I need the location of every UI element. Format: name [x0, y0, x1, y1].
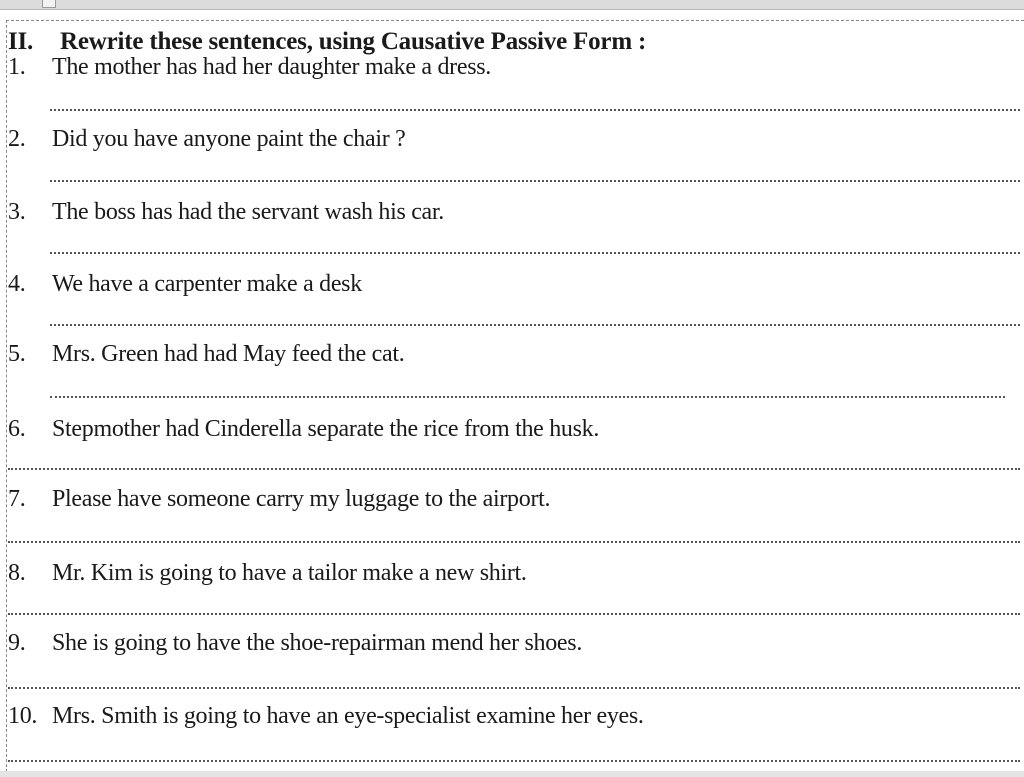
answer-line-3[interactable]: [50, 252, 1020, 254]
item-number: 10.: [8, 703, 38, 729]
answer-line-1[interactable]: [50, 109, 1020, 111]
item-sentence: Please have someone carry my luggage to the airport.: [52, 486, 551, 512]
answer-line-6[interactable]: [8, 468, 1020, 470]
item-number: 5.: [8, 341, 26, 367]
instruction-text: Rewrite these sentences, using Causative Passive Form :: [60, 28, 647, 55]
answer-line-2[interactable]: [50, 180, 1020, 182]
exercise-item-10: [8, 703, 644, 730]
exercise-item-9: [8, 630, 582, 657]
exercise-item-5: [8, 341, 404, 368]
item-sentence: Mr. Kim is going to have a tailor make a new shirt.: [52, 560, 527, 586]
answer-line-8[interactable]: [8, 613, 1020, 615]
margin-guide-left: [6, 20, 7, 777]
item-sentence: Did you have anyone paint the chair ?: [52, 126, 406, 152]
exercise-item-2: [8, 126, 405, 153]
item-sentence: We have a carpenter make a desk: [52, 271, 362, 297]
exercise-item-3: [8, 199, 444, 226]
answer-line-9[interactable]: [8, 687, 1020, 689]
item-number: 8.: [8, 560, 26, 586]
item-number: 6.: [8, 416, 26, 442]
item-number: 7.: [8, 486, 26, 512]
item-number: 9.: [8, 630, 26, 656]
answer-line-7[interactable]: [8, 541, 1020, 543]
item-number: 2.: [8, 126, 26, 152]
item-number: 3.: [8, 199, 26, 225]
exercise-item-8: [8, 560, 527, 587]
answer-line-5[interactable]: [50, 396, 1005, 398]
answer-line-10[interactable]: [8, 760, 1020, 762]
indent-marker-icon[interactable]: [42, 0, 56, 8]
exercise-item-6: [8, 416, 599, 443]
item-sentence: The mother has had her daughter make a dress.: [52, 54, 491, 80]
item-sentence: Mrs. Green had had May feed the cat.: [52, 341, 405, 367]
exercise-item-1: [8, 54, 491, 81]
item-number: 1.: [8, 54, 26, 80]
section-number: II.: [8, 28, 34, 55]
document-page: [0, 10, 1024, 777]
exercise-heading: [8, 28, 646, 56]
item-number: 4.: [8, 271, 26, 297]
item-sentence: Mrs. Smith is going to have an eye-specialist examine her eyes.: [52, 703, 644, 729]
answer-line-4[interactable]: [50, 324, 1020, 326]
margin-guide-top: [6, 20, 1024, 21]
ruler-bar: [0, 0, 1024, 10]
item-sentence: The boss has had the servant wash his car.: [52, 199, 444, 225]
next-page-edge: [0, 771, 1024, 777]
item-sentence: She is going to have the shoe-repairman mend her shoes.: [52, 630, 583, 656]
exercise-item-7: [8, 486, 550, 513]
exercise-item-4: [8, 271, 362, 298]
item-sentence: Stepmother had Cinderella separate the rice from the husk.: [52, 416, 600, 442]
